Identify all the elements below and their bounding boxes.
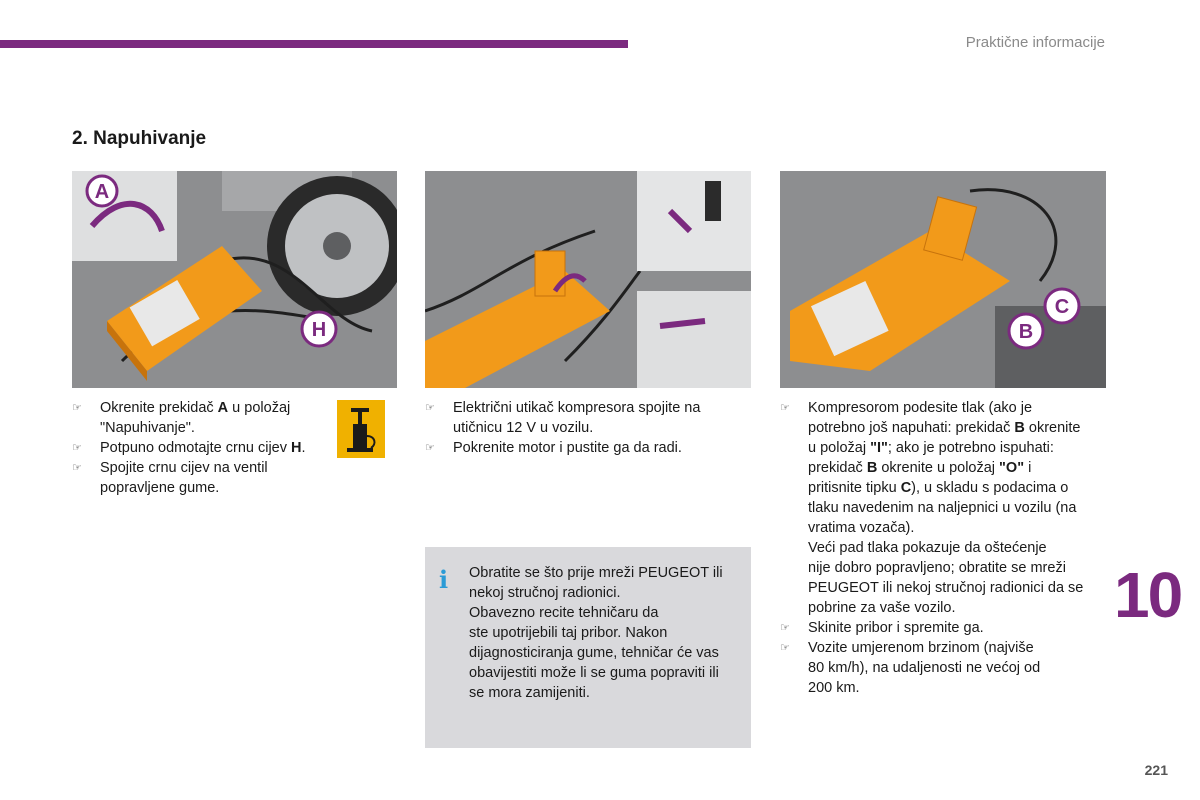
text: 200 km. bbox=[808, 680, 860, 696]
info-line: nekoj stručnoj radionici. bbox=[469, 585, 621, 601]
info-line: Obratite se što prije mreži PEUGEOT ili bbox=[469, 565, 723, 581]
text-bold: C bbox=[900, 480, 912, 496]
illustration-plug-and-engine bbox=[425, 171, 751, 388]
text: pobrine za vaše vozilo. bbox=[808, 600, 956, 616]
bullet-item bbox=[72, 458, 332, 498]
info-line: Obavezno recite tehničaru da bbox=[469, 605, 659, 621]
tire-pump-icon bbox=[337, 400, 385, 458]
text: pritisnite tipku bbox=[808, 480, 901, 496]
text: ), u skladu s podacima o bbox=[911, 480, 1069, 496]
pointing-hand-icon: ☞ bbox=[72, 462, 82, 474]
section-title: Praktične informacije bbox=[965, 34, 1105, 51]
text: utičnicu 12 V u vozilu. bbox=[453, 420, 594, 436]
compressor-wheel-illustration bbox=[72, 171, 397, 388]
compressor-plug-illustration bbox=[425, 171, 751, 388]
text: prekidač bbox=[808, 460, 867, 476]
text: i bbox=[1024, 460, 1032, 476]
info-icon: i bbox=[439, 565, 449, 594]
header-accent-bar bbox=[0, 40, 628, 48]
text: PEUGEOT ili nekoj stručnoj radionici da se bbox=[808, 580, 1084, 596]
text-bold: H bbox=[291, 440, 302, 456]
bullet-item bbox=[780, 618, 1110, 638]
instructions-middle bbox=[425, 398, 751, 458]
bullet-item bbox=[72, 438, 332, 458]
illustration-switch-and-hose bbox=[72, 171, 397, 388]
compressor-pressure-illustration bbox=[780, 171, 1106, 388]
text: . bbox=[301, 440, 306, 456]
instructions-right bbox=[780, 398, 1110, 698]
text-bold: B bbox=[1014, 420, 1025, 436]
label-h: H bbox=[311, 319, 327, 341]
text: u položaj bbox=[808, 440, 871, 456]
info-note-box bbox=[425, 547, 751, 748]
text: Spojite crnu cijev na ventil bbox=[100, 460, 268, 476]
chapter-number: 10 bbox=[1114, 559, 1182, 631]
label-a: A bbox=[94, 181, 110, 203]
text: potrebno još napuhati: prekidač bbox=[808, 420, 1015, 436]
text: 80 km/h), na udaljenosti ne većoj od bbox=[808, 660, 1041, 676]
pointing-hand-icon: ☞ bbox=[780, 402, 790, 414]
text: nije dobro popravljeno; obratite se mreži bbox=[808, 560, 1066, 576]
label-c: C bbox=[1054, 296, 1070, 318]
text: ; ako je potrebno ispuhati: bbox=[887, 440, 1054, 456]
bullet-item bbox=[72, 398, 332, 438]
text: Pokrenite motor i pustite ga da radi. bbox=[453, 440, 682, 456]
info-line: dijagnosticiranja gume, tehničar će vas bbox=[469, 645, 719, 661]
info-line: obavijestiti može li se guma popraviti ili bbox=[469, 665, 719, 681]
text-bold: "I" bbox=[870, 440, 888, 456]
text: Okrenite prekidač bbox=[100, 400, 218, 416]
label-b: B bbox=[1018, 321, 1034, 343]
text: popravljene gume. bbox=[100, 480, 220, 496]
page-number: 221 bbox=[1144, 762, 1168, 778]
text: Električni utikač kompresora spojite na bbox=[453, 400, 701, 416]
bullet-item bbox=[425, 438, 751, 458]
text: okrenite bbox=[1024, 420, 1081, 436]
text: Kompresorom podesite tlak (ako je bbox=[808, 400, 1033, 416]
pointing-hand-icon: ☞ bbox=[780, 622, 790, 634]
bullet-item bbox=[780, 638, 1110, 698]
illustration-pressure-adjust bbox=[780, 171, 1106, 388]
page-heading: 2. Napuhivanje bbox=[72, 128, 207, 149]
pointing-hand-icon: ☞ bbox=[425, 442, 435, 454]
text-bold: A bbox=[217, 400, 229, 416]
text: Potpuno odmotajte crnu cijev bbox=[100, 440, 292, 456]
pointing-hand-icon: ☞ bbox=[72, 442, 82, 454]
text: "Napuhivanje". bbox=[100, 420, 195, 436]
info-note-text bbox=[469, 563, 744, 703]
text: vratima vozača). bbox=[808, 520, 915, 536]
info-line: ste upotrijebili taj pribor. Nakon bbox=[469, 625, 668, 641]
text: Skinite pribor i spremite ga. bbox=[808, 620, 984, 636]
text: Veći pad tlaka pokazuje da oštećenje bbox=[808, 540, 1047, 556]
bullet-item bbox=[780, 398, 1110, 618]
pointing-hand-icon: ☞ bbox=[72, 402, 82, 414]
text: Vozite umjerenom brzinom (najviše bbox=[808, 640, 1034, 656]
text-bold: B bbox=[866, 460, 878, 476]
info-line: se mora zamijeniti. bbox=[469, 685, 590, 701]
instructions-left bbox=[72, 398, 332, 498]
bullet-item bbox=[425, 398, 751, 438]
text-bold: "O" bbox=[999, 460, 1025, 476]
pointing-hand-icon: ☞ bbox=[780, 642, 790, 654]
text: okrenite u položaj bbox=[877, 460, 1000, 476]
pointing-hand-icon: ☞ bbox=[425, 402, 435, 414]
text: u položaj bbox=[228, 400, 291, 416]
text: tlaku navedenim na naljepnici u vozilu (na bbox=[808, 500, 1077, 516]
